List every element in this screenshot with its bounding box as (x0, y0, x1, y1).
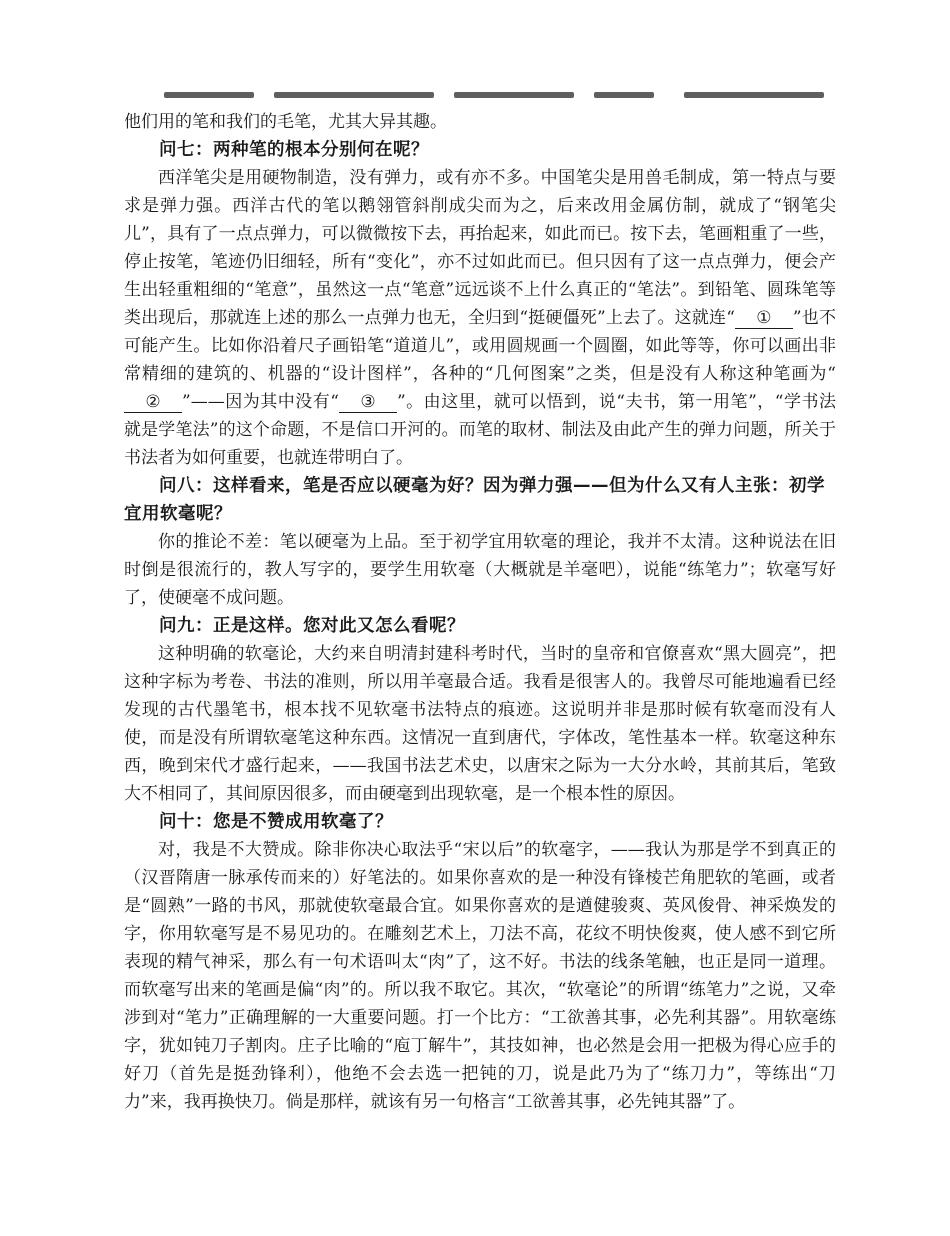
question-10: 问十：您是不赞成用软毫了？ (159, 812, 393, 832)
answer-10: 对，我是不大赞成。除非你决心取法乎“宋以后”的软毫字，——我认为那是学不到真正的（汉晋隋唐一脉承传而来的）好笔法的。如果你喜欢的是一种没有锋棱芒角肥软的笔画，或者是“圆熟”一路的书风，那就使软毫最合宜。如果你喜欢的是遒健骏爽、英风俊骨、神采焕发的字，你用软毫写是不易见功的。在雕刻艺术上，刀法不高，花纹不明快俊爽，使人感不到它所表现的精气神采，那么有一句术语叫太“肉”了，这不好。书法的线条笔触，也正是同一道理。而软毫写出来的笔画是偏“肉”的。所以我不取它。其次，“软毫论”的所谓“练笔力”之说，又牵涉到对“笔力”正确理解的一大重要问题。打一个比方：“工欲善其事，必先利其器”。用软毫练字，犹如钝刀子割肉。庄子比喻的“庖丁解牛”，其技如神，也必然是会用一把极为得心应手的好刀（首先是挺劲锋利），他绝不会去选一把钝的刀，说是此乃为了“练刀力”，等练出“刀力”来，我再换快刀。倘是那样，就该有另一句格言“工欲善其事，必先钝其器”了。 (124, 840, 836, 1112)
answer-7-part4: ”。由这里，就可以悟到，说“夫书，第一用笔”，“学书法就是学笔法”的这个命题，不是信口开河的。而笔的取材、制法及由此产生的弹力问题，所关于书法者为如何重要，也就连带明白了。 (124, 392, 837, 468)
article-body (124, 108, 836, 1116)
cropped-text-line (124, 90, 836, 100)
paragraph-lead: 他们用的笔和我们的毛笔，尤其大异其趣。 (124, 112, 447, 132)
question-8: 问八：这样看来，笔是否应以硬毫为好？因为弹力强——但为什么又有人主张：初学宜用软毫呢？ (124, 476, 825, 524)
question-7: 问七：两种笔的根本分别何在呢？ (159, 140, 429, 160)
blank-3: ③ (339, 392, 397, 413)
answer-8: 你的推论不差：笔以硬毫为上品。至于初学宜用软毫的理论，我并不太清。这种说法在旧时倒是很流行的，教人写字的，要学生用软毫（大概就是羊毫吧），说能“练笔力”；软毫写好了，使硬毫不成问题。 (124, 532, 836, 608)
answer-9: 这种明确的软毫论，大约来自明清封建科考时代，当时的皇帝和官僚喜欢“黑大圆亮”，把这种字标为考卷、书法的准则，所以用羊毫最合适。我看是很害人的。我曾尽可能地遍看已经发现的古代墨笔书，根本找不见软毫书法特点的痕迹。这说明并非是那时候有软毫而没有人使，而是没有所谓软毫笔这种东西。这情况一直到唐代，字体改，笔性基本一样。软毫这种东西，晚到宋代才盛行起来，——我国书法艺术史，以唐宋之际为一大分水岭，其前其后，笔致大不相同了，其间原因很多，而由硬毫到出现软毫，是一个根本性的原因。 (124, 644, 836, 804)
blank-2: ② (124, 392, 182, 413)
answer-7-part1: 西洋笔尖是用硬物制造，没有弹力，或有亦不多。中国笔尖是用兽毛制成，第一特点与要求是弹力强。西洋古代的笔以鹅翎管斜削成尖而为之，后来改用金属仿制，就成了“钢笔尖儿”，具有了一点点弹力，可以微微按下去，再抬起来，如此而已。按下去，笔画粗重了一些，停止按笔，笔迹仍旧细轻，所有“变化”，亦不过如此而已。但只因有了这一点点弹力，便会产生出轻重粗细的“笔意”，虽然这一点“笔意”远远谈不上什么真正的“笔法”。到铅笔、圆珠笔等类出现后，那就连上述的那么一点弹力也无，全归到“挺硬僵死”上去了。这就连“ (124, 168, 836, 328)
answer-7-part3: ”——因为其中没有“ (182, 392, 339, 412)
blank-1: ① (735, 308, 793, 329)
question-9: 问九：正是这样。您对此又怎么看呢？ (159, 616, 465, 636)
answer-7-part2: ”也不可能产生。比如你沿着尺子画铅笔“道道儿”，或用圆规画一个圆圈，如此等等，你可以画出非常精细的建筑的、机器的“设计图样”，各种的“几何图案”之类，但是没有人称这种笔画为“ (124, 308, 836, 384)
answer-7 (124, 164, 836, 472)
